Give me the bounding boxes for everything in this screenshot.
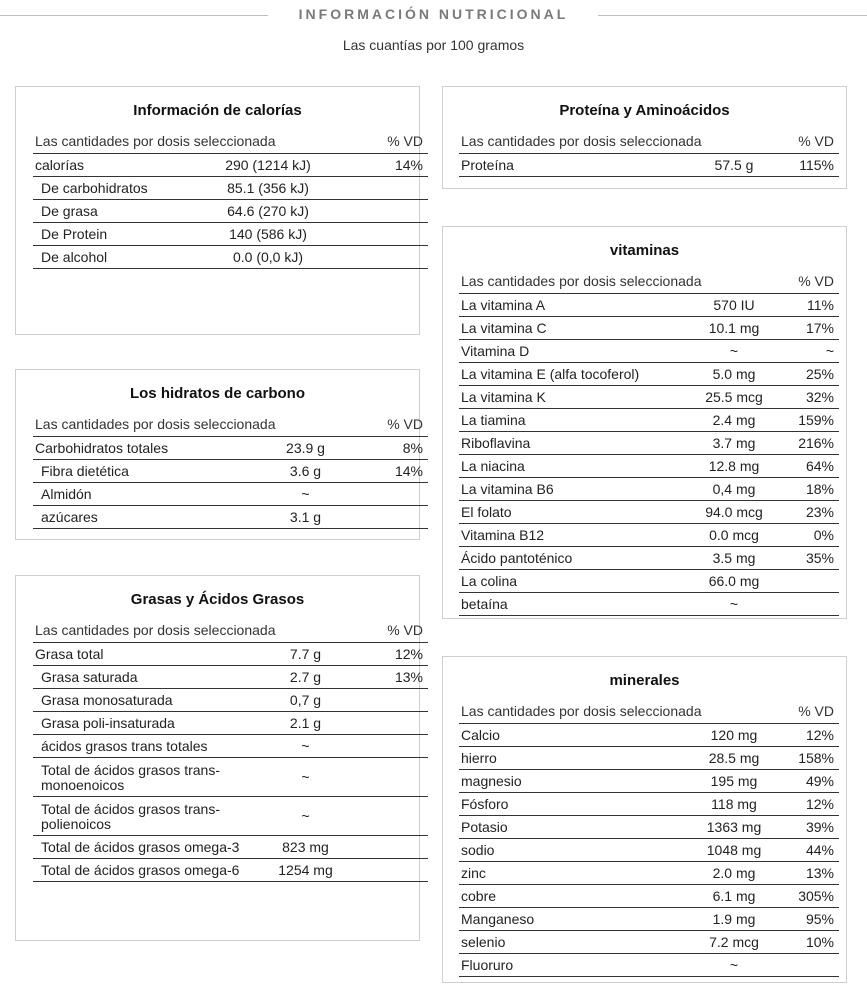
table-row [33, 437, 428, 460]
table-row [459, 885, 839, 908]
nutrient-amount: 195 mg [684, 770, 784, 793]
nutrient-dv: 12% [784, 793, 839, 816]
nutrient-amount: 2.1 g [258, 712, 353, 735]
nutrient-dv [353, 689, 428, 712]
column-header-dv: % VD [328, 129, 428, 154]
nutrient-amount: 94.0 mcg [684, 501, 784, 524]
nutrient-amount: ~ [258, 758, 353, 797]
nutrient-dv: 18% [784, 478, 839, 501]
nutrient-name: Grasa monosaturada [33, 689, 258, 712]
nutrient-name: Grasa poli-insaturada [33, 712, 258, 735]
table-header-row [33, 618, 428, 643]
nutrient-amount: 3.7 mg [684, 432, 784, 455]
page-subtitle: Las cuantías por 100 gramos [342, 37, 525, 53]
table-row [459, 747, 839, 770]
table-row [459, 478, 839, 501]
nutrient-amount: 1363 mg [684, 816, 784, 839]
nutrient-amount: 120 mg [684, 724, 784, 747]
protein-table [459, 129, 839, 177]
table-header-row [33, 412, 428, 437]
calories-rows [33, 129, 428, 269]
nutrient-amount: 7.2 mcg [684, 931, 784, 954]
table-row [459, 908, 839, 931]
protein-card [442, 86, 847, 189]
column-header-amount: Las cantidades por dosis seleccionada [459, 269, 784, 294]
nutrient-dv [328, 223, 428, 246]
nutrient-name: cobre [459, 885, 684, 908]
table-row [459, 363, 839, 386]
nutrient-dv: 216% [784, 432, 839, 455]
column-header-amount: Las cantidades por dosis seleccionada [459, 699, 784, 724]
nutrient-dv: 0% [784, 524, 839, 547]
calories-card [15, 86, 423, 335]
table-row [459, 317, 839, 340]
nutrient-dv [784, 593, 839, 616]
table-row [459, 862, 839, 885]
table-row [459, 770, 839, 793]
vitamins-rows [459, 269, 839, 616]
nutrient-dv [784, 570, 839, 593]
nutrient-dv: 35% [784, 547, 839, 570]
nutrient-dv [353, 712, 428, 735]
fats-table [33, 618, 428, 882]
nutrient-name: calorías [33, 154, 208, 177]
page-header [0, 4, 867, 26]
nutrient-dv: 64% [784, 455, 839, 478]
nutrient-amount: 64.6 (270 kJ) [208, 200, 328, 223]
nutrient-dv: 44% [784, 839, 839, 862]
nutrient-amount: 823 mg [258, 836, 353, 859]
nutrient-amount: ~ [258, 735, 353, 758]
nutrient-dv [353, 735, 428, 758]
table-row [459, 386, 839, 409]
fats-title: Grasas y Ácidos Grasos [130, 591, 305, 608]
nutrient-dv [328, 177, 428, 200]
minerals-table [459, 699, 839, 977]
table-row [459, 455, 839, 478]
nutrient-dv [328, 200, 428, 223]
nutrient-amount: 10.1 mg [684, 317, 784, 340]
nutrient-name: El folato [459, 501, 684, 524]
nutrient-dv [353, 758, 428, 797]
nutrient-name: Grasa saturada [33, 666, 258, 689]
nutrient-name: Carbohidratos totales [33, 437, 258, 460]
table-row [459, 570, 839, 593]
nutrient-name: De carbohidratos [33, 177, 208, 200]
table-row [459, 793, 839, 816]
nutrient-amount: 140 (586 kJ) [208, 223, 328, 246]
table-row [459, 931, 839, 954]
nutrient-amount: 85.1 (356 kJ) [208, 177, 328, 200]
minerals-title: minerales [609, 672, 680, 689]
nutrient-amount: 0.0 mcg [684, 524, 784, 547]
nutrient-dv [353, 836, 428, 859]
nutrient-name: Fósforo [459, 793, 684, 816]
nutrient-dv: 39% [784, 816, 839, 839]
nutrient-dv [353, 506, 428, 529]
nutrient-dv: 13% [784, 862, 839, 885]
nutrient-name: La niacina [459, 455, 684, 478]
table-row [33, 689, 428, 712]
nutrient-name: Fluoruro [459, 954, 684, 977]
nutrient-amount: 6.1 mg [684, 885, 784, 908]
table-row [459, 954, 839, 977]
nutrient-amount: ~ [258, 483, 353, 506]
nutrient-dv: 17% [784, 317, 839, 340]
nutrient-name: Total de ácidos grasos trans-polienoicos [33, 797, 258, 836]
table-row [33, 483, 428, 506]
nutrient-amount: 118 mg [684, 793, 784, 816]
table-row [33, 460, 428, 483]
table-row [459, 839, 839, 862]
column-header-amount: Las cantidades por dosis seleccionada [459, 129, 784, 154]
table-header-row [459, 699, 839, 724]
table-row [459, 816, 839, 839]
nutrient-name: Proteína [459, 154, 684, 177]
nutrient-dv: 32% [784, 386, 839, 409]
nutrient-name: ácidos grasos trans totales [33, 735, 258, 758]
nutrient-name: Riboflavina [459, 432, 684, 455]
nutrient-amount: 25.5 mcg [684, 386, 784, 409]
nutrient-amount: ~ [684, 340, 784, 363]
nutrient-dv: 49% [784, 770, 839, 793]
nutrient-amount: 0.0 (0,0 kJ) [208, 246, 328, 269]
nutrient-amount: ~ [684, 593, 784, 616]
nutrient-name: magnesio [459, 770, 684, 793]
nutrient-amount: 290 (1214 kJ) [208, 154, 328, 177]
nutrient-dv: ~ [784, 340, 839, 363]
column-header-dv: % VD [353, 618, 428, 643]
nutrient-name: Total de ácidos grasos omega-3 [33, 836, 258, 859]
nutrient-amount: 28.5 mg [684, 747, 784, 770]
nutrient-name: hierro [459, 747, 684, 770]
vitamins-card [442, 226, 847, 619]
fats-rows [33, 618, 428, 882]
nutrient-dv: 14% [328, 154, 428, 177]
nutrient-amount: 5.0 mg [684, 363, 784, 386]
nutrient-dv: 115% [784, 154, 839, 177]
nutrient-dv [328, 246, 428, 269]
nutrient-amount: 66.0 mg [684, 570, 784, 593]
nutrient-dv: 95% [784, 908, 839, 931]
nutrient-name: La vitamina C [459, 317, 684, 340]
table-row [459, 524, 839, 547]
nutrient-name: La tiamina [459, 409, 684, 432]
column-header-amount: Las cantidades por dosis seleccionada [33, 412, 353, 437]
nutrient-amount: 23.9 g [258, 437, 353, 460]
nutrient-amount: 570 IU [684, 294, 784, 317]
vitamins-title: vitaminas [609, 242, 680, 259]
table-row [33, 836, 428, 859]
column-header-amount: Las cantidades por dosis seleccionada [33, 129, 328, 154]
nutrient-dv: 12% [784, 724, 839, 747]
column-header-dv: % VD [784, 269, 839, 294]
calories-table [33, 129, 428, 269]
nutrient-name: Calcio [459, 724, 684, 747]
nutrient-name: La vitamina A [459, 294, 684, 317]
carbs-title: Los hidratos de carbono [129, 385, 306, 402]
nutrient-name: De Protein [33, 223, 208, 246]
table-row [33, 735, 428, 758]
nutrient-amount: 2.4 mg [684, 409, 784, 432]
page-title: INFORMACIÓN NUTRICIONAL [298, 6, 569, 22]
table-row [33, 712, 428, 735]
minerals-rows [459, 699, 839, 977]
table-row [459, 547, 839, 570]
nutrient-name: Total de ácidos grasos trans-monoenoicos [33, 758, 258, 797]
nutrient-dv: 8% [353, 437, 428, 460]
nutrient-dv [784, 954, 839, 977]
table-row [33, 177, 428, 200]
nutrient-dv [353, 859, 428, 882]
carbs-card [15, 369, 423, 540]
nutrient-amount: 12.8 mg [684, 455, 784, 478]
table-row [459, 724, 839, 747]
column-header-dv: % VD [784, 129, 839, 154]
table-row [33, 223, 428, 246]
nutrient-amount: 3.6 g [258, 460, 353, 483]
table-row [33, 797, 428, 836]
nutrient-dv: 158% [784, 747, 839, 770]
nutrient-amount: 0,7 g [258, 689, 353, 712]
nutrient-dv: 305% [784, 885, 839, 908]
table-header-row [33, 129, 428, 154]
table-header-row [459, 129, 839, 154]
nutrient-amount: 7.7 g [258, 643, 353, 666]
nutrient-amount: 1.9 mg [684, 908, 784, 931]
nutrient-name: La vitamina B6 [459, 478, 684, 501]
vitamins-table [459, 269, 839, 616]
nutrient-name: Grasa total [33, 643, 258, 666]
nutrient-name: De grasa [33, 200, 208, 223]
nutrient-name: Fibra dietética [33, 460, 258, 483]
protein-title: Proteína y Aminoácidos [559, 102, 730, 119]
nutrient-name: Ácido pantoténico [459, 547, 684, 570]
table-row [459, 501, 839, 524]
table-row [33, 154, 428, 177]
table-row [459, 432, 839, 455]
nutrient-name: Vitamina D [459, 340, 684, 363]
nutrient-name: selenio [459, 931, 684, 954]
table-row [33, 643, 428, 666]
nutrient-name: Manganeso [459, 908, 684, 931]
nutrient-name: Vitamina B12 [459, 524, 684, 547]
column-header-amount: Las cantidades por dosis seleccionada [33, 618, 353, 643]
carbs-table [33, 412, 428, 529]
nutrient-name: azúcares [33, 506, 258, 529]
table-row [33, 859, 428, 882]
table-row [459, 294, 839, 317]
fats-card [15, 575, 423, 941]
nutrient-name: sodio [459, 839, 684, 862]
nutrient-amount: 0,4 mg [684, 478, 784, 501]
nutrient-dv: 12% [353, 643, 428, 666]
table-row [33, 246, 428, 269]
nutrient-name: De alcohol [33, 246, 208, 269]
nutrient-dv: 10% [784, 931, 839, 954]
column-header-dv: % VD [353, 412, 428, 437]
nutrient-amount: 1254 mg [258, 859, 353, 882]
table-row [33, 758, 428, 797]
nutrient-dv: 14% [353, 460, 428, 483]
nutrient-name: Total de ácidos grasos omega-6 [33, 859, 258, 882]
nutrient-name: La vitamina K [459, 386, 684, 409]
calories-title: Información de calorías [133, 102, 302, 119]
nutrient-amount: 2.7 g [258, 666, 353, 689]
nutrient-name: betaína [459, 593, 684, 616]
nutrient-amount: 57.5 g [684, 154, 784, 177]
nutrient-amount: 3.5 mg [684, 547, 784, 570]
table-row [33, 666, 428, 689]
table-row [459, 593, 839, 616]
column-header-dv: % VD [784, 699, 839, 724]
table-header-row [459, 269, 839, 294]
nutrient-dv: 23% [784, 501, 839, 524]
table-row [459, 409, 839, 432]
nutrient-name: Potasio [459, 816, 684, 839]
nutrient-name: zinc [459, 862, 684, 885]
minerals-card [442, 656, 847, 983]
nutrient-name: La colina [459, 570, 684, 593]
table-row [33, 506, 428, 529]
nutrient-amount: ~ [684, 954, 784, 977]
nutrient-dv: 159% [784, 409, 839, 432]
protein-rows [459, 129, 839, 177]
nutrient-name: La vitamina E (alfa tocoferol) [459, 363, 684, 386]
nutrient-dv [353, 797, 428, 836]
table-row [459, 154, 839, 177]
table-row [33, 200, 428, 223]
nutrient-amount: 3.1 g [258, 506, 353, 529]
nutrient-dv: 13% [353, 666, 428, 689]
nutrient-dv: 25% [784, 363, 839, 386]
table-row [459, 340, 839, 363]
nutrient-amount: ~ [258, 797, 353, 836]
nutrient-dv: 11% [784, 294, 839, 317]
nutrient-dv [353, 483, 428, 506]
carbs-rows [33, 412, 428, 529]
nutrient-amount: 2.0 mg [684, 862, 784, 885]
nutrient-amount: 1048 mg [684, 839, 784, 862]
nutrient-name: Almidón [33, 483, 258, 506]
